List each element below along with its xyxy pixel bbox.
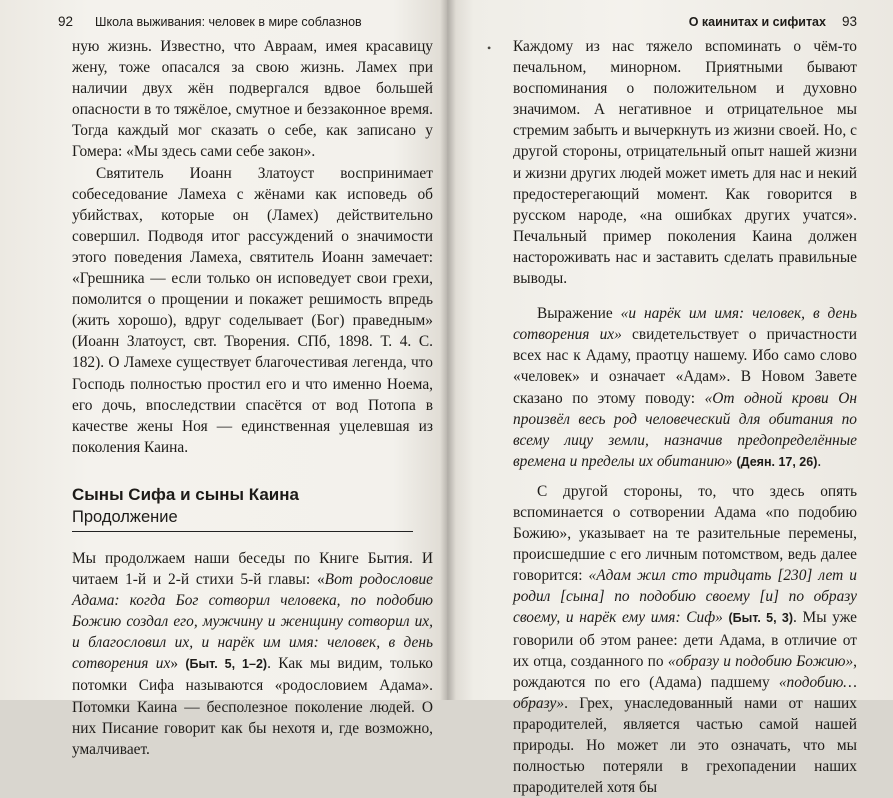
left-page-number: 92 bbox=[58, 14, 74, 29]
right-page bbox=[447, 0, 893, 797]
section-heading bbox=[72, 484, 413, 532]
text-run: » bbox=[170, 655, 186, 673]
text-run: , рождаются по его (Адама) падшему bbox=[513, 652, 857, 691]
text-run: . bbox=[817, 452, 822, 470]
bullet-icon: • bbox=[487, 41, 492, 55]
left-paragraph-1: ную жизнь. Известно, что Авраам, имея красавицу жену, тоже опасался за свою жизнь. Ламех при наличии двух жён подвергался вдвое большей опасности в то тяжёлое, смутное и беззаконное время. Тогда каждый мог сказать о себе, как записано у Гомера: «Мы здесь сами себе закон». bbox=[72, 38, 433, 161]
left-paragraph-2: Святитель Иоанн Златоуст воспринимает собеседование Ламеха с жёнами как исповедь об убийствах, которые он (Ламех) действительно совершил. Подводя итог рассуждений о значимости этого поведения Ламеха, святитель Иоанн замечает: «Грешника — если только он исповедует свои грехи, помолится о прощении и покажет решимость впредь (жить хорошо), вдруг соделывает (Бог) праведным» (Иоанн Златоуст, свт. Творения. СПб, 1898. Т. 4. С. 182). О Ламехе существует благочестивая легенда, что Господь полностью простил его и что именно Ноема, его дочь, впоследствии спасётся от вод Потопа в качестве жены Ноя — единственная уцелевшая из поколения Каина. bbox=[72, 164, 433, 456]
right-paragraph-1: Каждому из нас тяжело вспоминать о чём-то печальном, минорном. Приятными бывают воспоминания о положительном и духовно значимом. А негативное и отрицательное мы стремим забыть и вычеркнуть из жизни своей. Но, с другой стороны, отрицательный опыт нашей жизни и жизни других людей может иметь для нас и некий предостерегающий момент. Как говорится в русском народе, «на ошибках других учатся». Печальный пример поколения Каина должен настороживать нас и заставить сделать правильные выводы. bbox=[513, 38, 857, 288]
text-run: . Как мы видим, только потомки Сифа называются «родословием Адама». Потомки Каина — бесполезное поколение людей. О них Писание говорит как бы нехотя и, где возможно, умалчивает. bbox=[72, 655, 433, 758]
right-paragraph-2 bbox=[513, 303, 857, 473]
left-running-head bbox=[58, 14, 433, 36]
scripture-quote: «От одной крови Он произвёл весь род человеческий для обитания по всему лицу земли, назначив предопределённые времена и пределы их обитанию» bbox=[513, 389, 857, 470]
text-run: С другой стороны, то, что здесь опять вспоминается о сотворении Адама «по подобию Божию», указывает на те разительные перемены, происшедшие с его личным потомством, ведь далее говорится: bbox=[513, 482, 857, 585]
text-run: Мы продолжаем наши беседы по Книге Бытия. И читаем 1-й и 2-й стихи 5-й главы: « bbox=[72, 549, 433, 588]
right-paragraph-1-wrap bbox=[487, 36, 857, 289]
right-page-number: 93 bbox=[841, 14, 857, 29]
right-paragraph-3 bbox=[513, 481, 857, 798]
text-run: . Мы уже говорили об этом ранее: дети Адама, в отличие от их отца, созданного по bbox=[513, 609, 857, 670]
left-paragraph-3 bbox=[72, 548, 433, 760]
section-heading-title: Сыны Сифа и сыны Каина bbox=[72, 484, 299, 504]
text-run: Выражение bbox=[537, 305, 621, 323]
scripture-reference: (Деян. 17, 26) bbox=[736, 454, 818, 469]
text-run: . Грех, унаследованный нами от наших прародителей, является частью самой нашей природы. Но может ли это означать, что мы полностью потеряли в грехопадении наших прародителей хотя бы bbox=[513, 694, 857, 797]
book-gutter-shadow bbox=[440, 0, 456, 700]
right-running-title: О каинитах и сифитах bbox=[688, 15, 826, 29]
text-run: свидетельствует о причастности всех нас к Адаму, праотцу нашему. Ибо само слово «человек» и означает «Адам». В Новом Завете сказано по этому поводу: bbox=[513, 326, 857, 407]
left-page bbox=[0, 0, 447, 758]
right-running-head bbox=[513, 14, 857, 36]
scripture-reference: (Быт. 5, 3) bbox=[728, 611, 793, 626]
left-body-text bbox=[72, 36, 433, 760]
right-body-text bbox=[487, 36, 857, 798]
scripture-reference: (Быт. 5, 1–2) bbox=[185, 657, 268, 672]
scripture-quote: Вот родословие Адама: когда Бог сотворил человека, по подобию Божию создал его, мужчину и женщину сотворил их, и благословил их, и нарёк им имя: человек, в день сотворения их bbox=[72, 570, 433, 673]
scripture-quote: «образу и подобию Божию» bbox=[667, 652, 854, 670]
section-heading-subtitle: Продолжение bbox=[72, 507, 178, 526]
scripture-quote: «Адам жил сто тридцать [230] лет и родил [сына] по подобию своему [и] по образу своему, и нарёк ему имя: Сиф» bbox=[513, 567, 857, 627]
scripture-quote: «подобию… образу» bbox=[513, 673, 857, 712]
scripture-quote: «и нарёк им имя: человек, в день сотворения их» bbox=[513, 305, 857, 344]
left-running-title: Школа выживания: человек в мире соблазнов bbox=[95, 15, 362, 29]
